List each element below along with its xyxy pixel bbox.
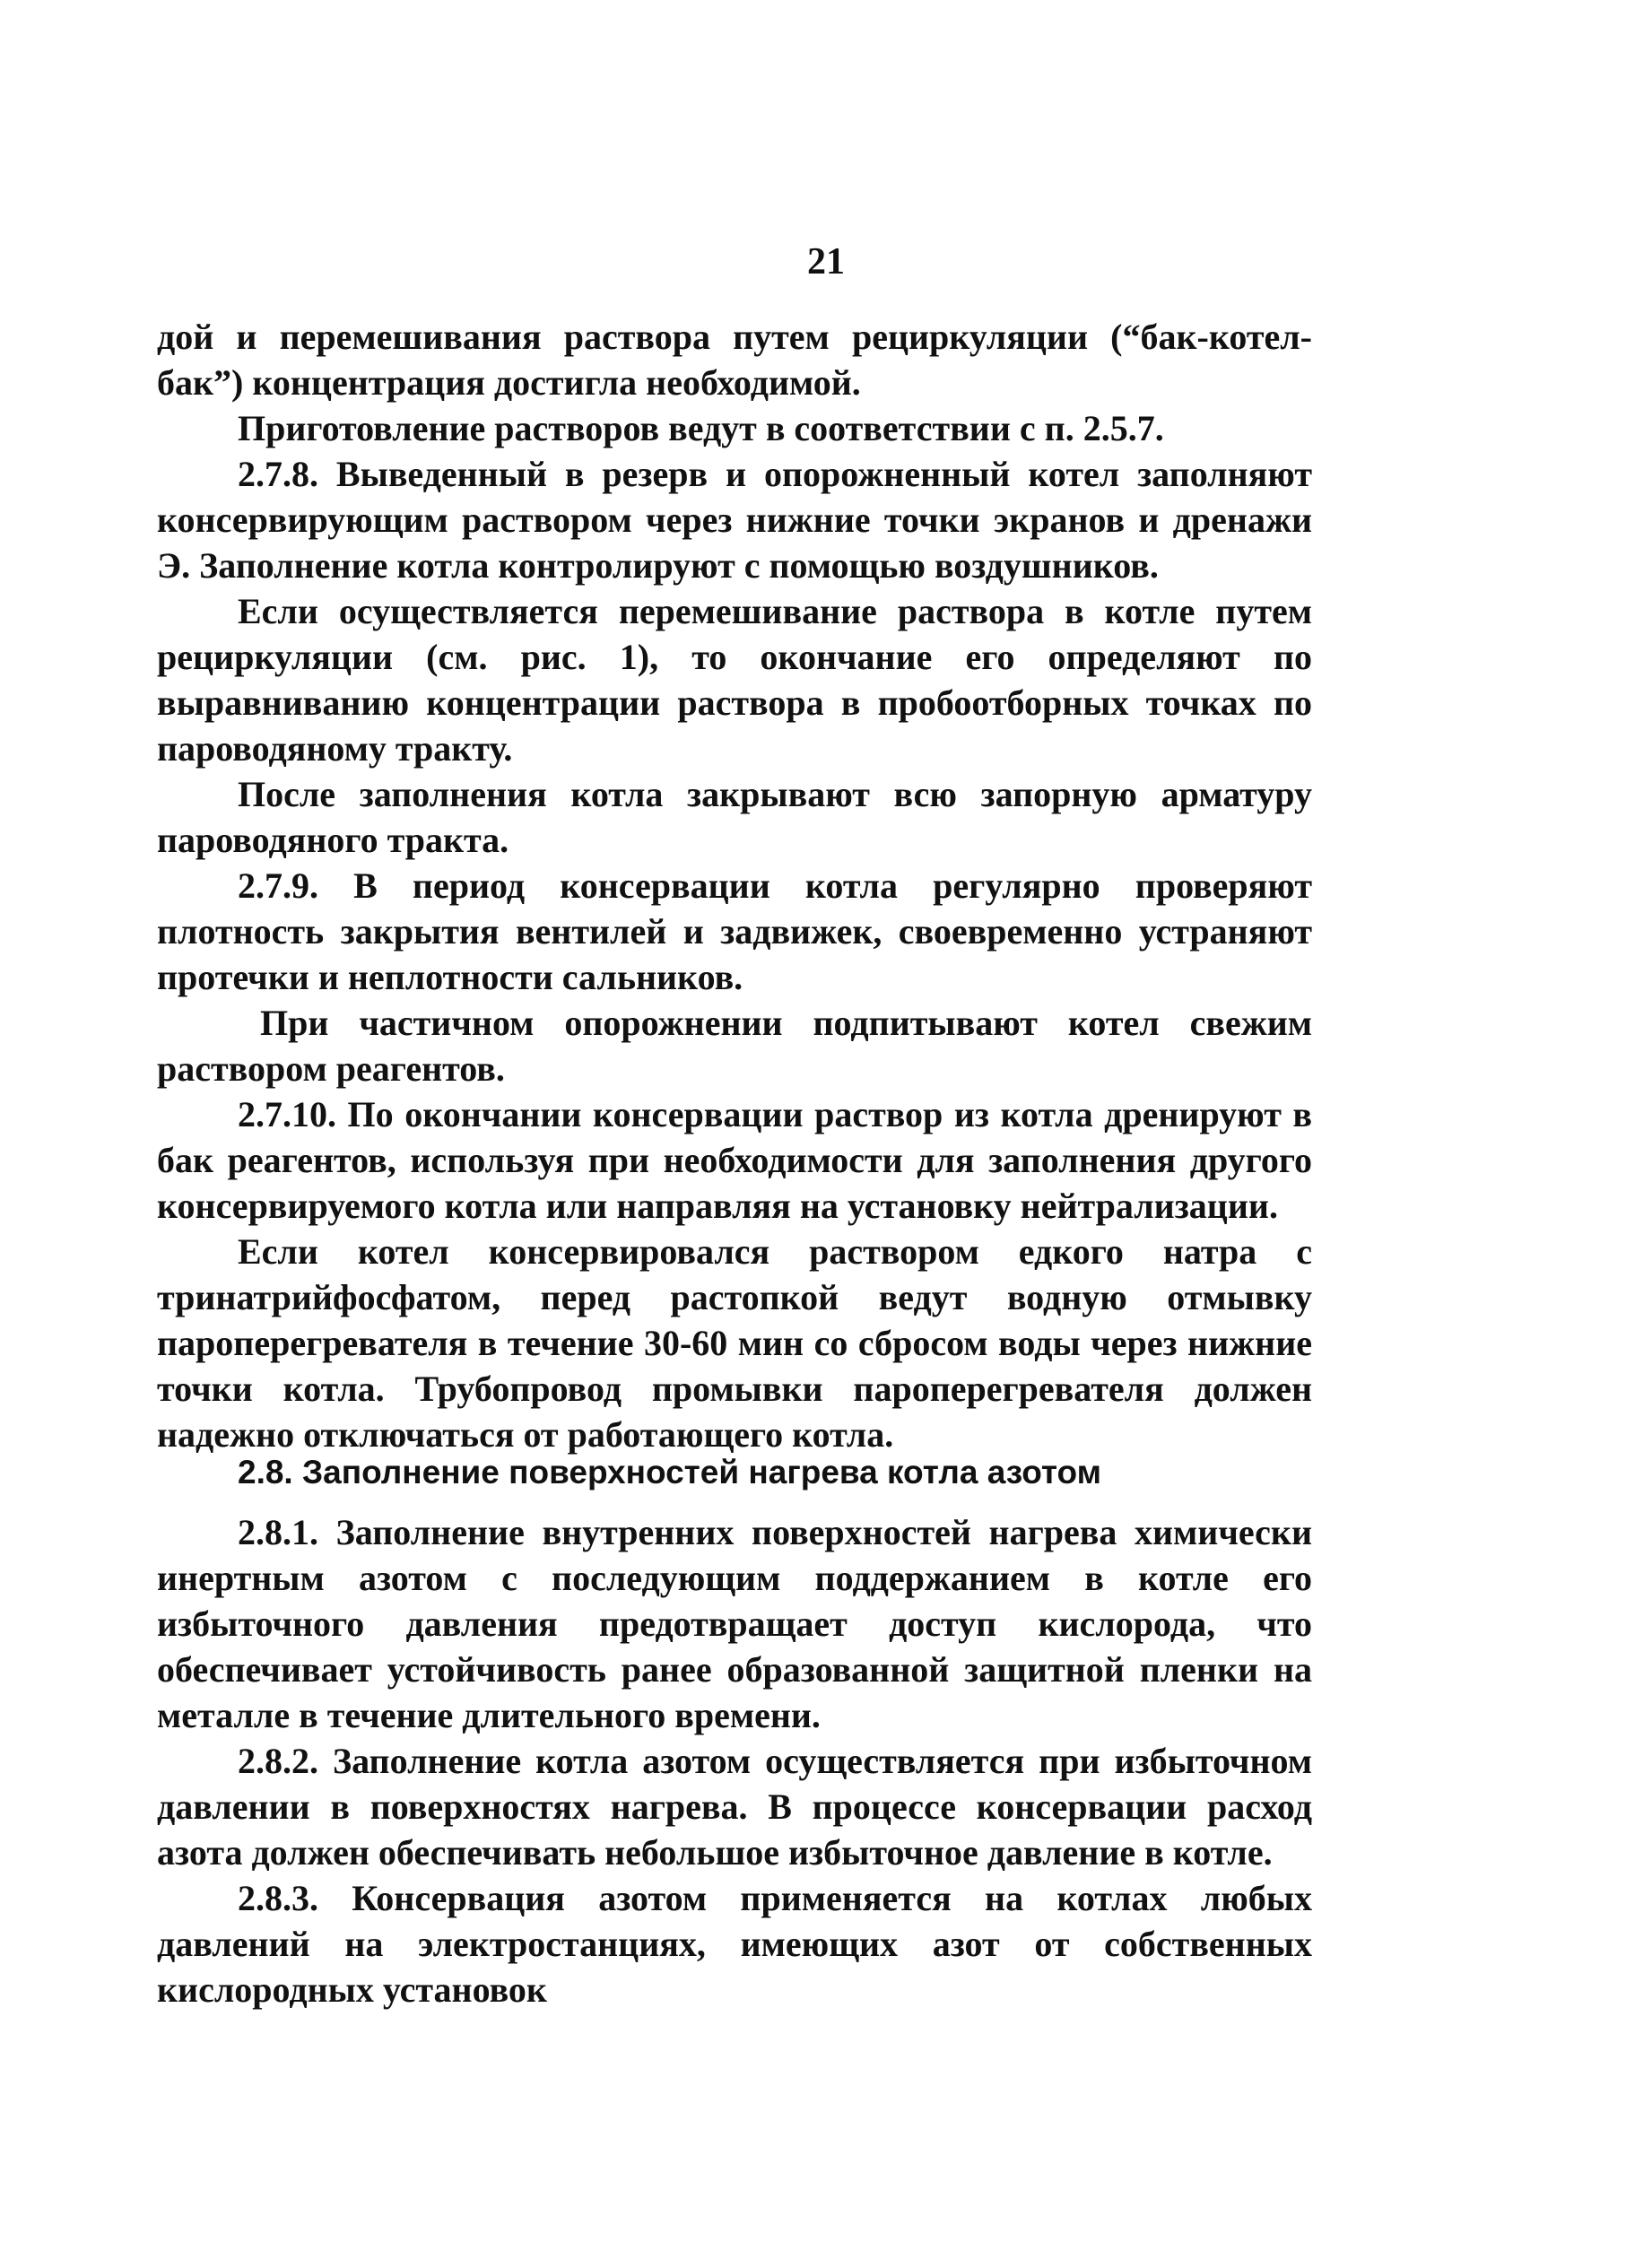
paragraph-continuation: дой и перемешивания раствора путем рециркуляции (“бак-котел-бак”) концентрация достигла необходимой. [157,317,1312,403]
section-heading-2-8: 2.8. Заполнение поверхностей нагрева котла азотом [238,1454,1102,1491]
paragraph-2-8-1: 2.8.1. Заполнение внутренних поверхностей нагрева химически инертным азотом с последующим поддержанием в котле его избыточного давления предотвращает доступ кислорода, что обеспечивает устойчивость ранее образованной защитной пленки на металле в течение длительного времени. [157,1512,1312,1735]
paragraph-caustic-soda: Если котел консервировался раствором едкого натра с тринатрийфосфатом, перед растопкой ведут водную отмывку пароперегревателя в течение 30-60 мин со сбросом воды через нижние точки котла. Трубопровод промывки пароперегревателя должен надежно отключаться от работающего котла. [157,1231,1312,1455]
paragraph-2-7-10: 2.7.10. По окончании консервации раствор из котла дренируют в бак реагентов, используя при необходимости для заполнения другого консервируемого котла или направляя на установку нейтрализации. [157,1094,1312,1226]
paragraph-solution-preparation: Приготовление растворов ведут в соответствии с п. 2.5.7. [238,408,1164,448]
paragraph-after-filling: После заполнения котла закрывают всю запорную арматуру пароводяного тракта. [157,774,1312,860]
paragraph-2-7-8: 2.7.8. Выведенный в резерв и опорожненный котел заполняют консервирующим раствором через нижние точки экранов и дренажи Э. Заполнение котла контролируют с помощью воздушников. [157,454,1312,586]
page-number: 21 [807,241,845,282]
section-2-7-text [157,314,1312,1457]
paragraph-partial-draining: При частичном опорожнении подпитывают котел свежим раствором реагентов. [157,1003,1312,1089]
paragraph-2-8-3: 2.8.3. Консервация азотом применяется на котлах любых давлений на электростанциях, имеющих азот от собственных кислородных установок [157,1878,1312,2010]
paragraph-2-8-2: 2.8.2. Заполнение котла азотом осуществляется при избыточном давлении в поверхностях нагрева. В процессе консервации расход азота должен обеспечивать небольшое избыточное давление в котле. [157,1741,1312,1873]
paragraph-2-7-9: 2.7.9. В период консервации котла регулярно проверяют плотность закрытия вентилей и задвижек, своевременно устраняют протечки и неплотности сальников. [157,865,1312,997]
paragraph-recirculation: Если осуществляется перемешивание раствора в котле путем рециркуляции (см. рис. 1), то окончание его определяют по выравниванию концентрации раствора в пробоотборных точках по пароводяному тракту. [157,591,1312,769]
section-2-8-text [157,1509,1312,2012]
